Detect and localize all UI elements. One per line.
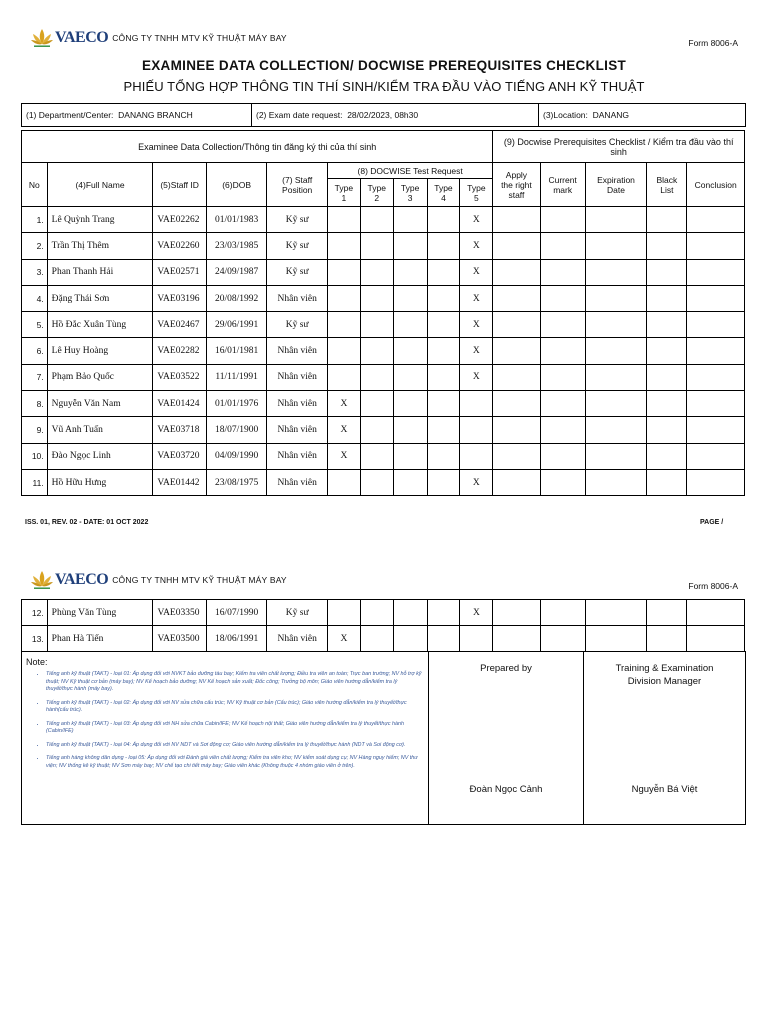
department-cell	[22, 104, 252, 127]
type-4-cell	[427, 259, 460, 285]
row-number-cell: 9.	[22, 417, 48, 443]
type-1-cell	[327, 364, 360, 390]
type-4-cell	[427, 443, 460, 469]
note-item: • Tiếng anh kỹ thuật (TAKT) - loại 01: Áp dụng đối với NVKT bảo dưỡng tàu bay; Kiểm tra viên chất lượng; Điều tra viên an toàn; Trực ban trường; NV hỗ trợ kỹ thuật; NV Kỹ thuật cơ bản (máy bay); NV Kế hoạch bảo dưỡng; NV Kế hoạch sản xuất; Đốc công; Trưởng bộ môn; Giáo viên hướng dẫn/kiểm tra lý thuyết/thực hành (máy bay).	[46, 671, 422, 694]
type-3-cell	[393, 364, 427, 390]
department-label: (1) Department/Center:	[26, 110, 114, 120]
exam-date-label: (2) Exam date request:	[256, 110, 343, 120]
staff-id-cell: VAE02260	[153, 233, 206, 259]
current-mark-cell	[540, 364, 585, 390]
type-5-cell	[460, 626, 493, 652]
current-mark-cell	[540, 626, 585, 652]
location-cell	[539, 104, 746, 127]
prepared-by-name: Đoàn Ngọc Cảnh	[469, 784, 543, 795]
black-list-cell	[647, 364, 687, 390]
col-type-2-header: Type 2	[360, 179, 393, 207]
type-5-cell: X	[460, 233, 493, 259]
full-name-cell: Trần Thị Thêm	[47, 233, 153, 259]
col-type-5-header: Type 5	[460, 179, 493, 207]
apply-cell	[493, 207, 540, 233]
row-number-cell: 6.	[22, 338, 48, 364]
expiration-cell	[585, 312, 647, 338]
position-cell: Kỹ sư	[267, 259, 328, 285]
page-subtitle: PHIẾU TỔNG HỢP THÔNG TIN THÍ SINH/KIỂM TRA ĐẦU VÀO TIẾNG ANH KỸ THUẬT	[123, 79, 645, 94]
exam-date-value: 28/02/2023, 08h30	[347, 110, 419, 120]
staff-id-cell: VAE01424	[153, 391, 206, 417]
conclusion-cell	[687, 233, 745, 259]
logo	[30, 569, 287, 591]
company-name: CÔNG TY TNHH MTV KỸ THUẬT MÁY BAY	[112, 575, 287, 585]
row-number-cell: 11.	[22, 469, 48, 495]
type-2-cell	[360, 259, 393, 285]
type-2-cell	[360, 338, 393, 364]
col-staff-id-header: (5)Staff ID	[153, 163, 206, 207]
expiration-cell	[585, 626, 647, 652]
type-2-cell	[360, 207, 393, 233]
row-number-cell: 13.	[22, 626, 48, 652]
apply-cell	[493, 364, 540, 390]
position-cell: Kỹ sư	[267, 207, 328, 233]
current-mark-cell	[540, 469, 585, 495]
col-black-list-header: Black List	[647, 163, 687, 207]
expiration-cell	[585, 443, 647, 469]
type-1-cell: X	[327, 417, 360, 443]
full-name-cell: Phùng Văn Tùng	[47, 600, 153, 626]
position-cell: Kỹ sư	[267, 600, 328, 626]
expiration-cell	[585, 600, 647, 626]
expiration-cell	[585, 207, 647, 233]
full-name-cell: Đặng Thái Sơn	[47, 285, 153, 311]
col-expiration-header: Expiration Date	[585, 163, 647, 207]
type-2-cell	[360, 443, 393, 469]
current-mark-cell	[540, 285, 585, 311]
col-type-4-header: Type 4	[427, 179, 460, 207]
black-list-cell	[647, 285, 687, 311]
col-current-mark-header: Current mark	[540, 163, 585, 207]
col-dob-header: (6)DOB	[206, 163, 267, 207]
table-row	[22, 285, 745, 311]
full-name-cell: Hồ Hữu Hưng	[47, 469, 153, 495]
apply-cell	[493, 626, 540, 652]
notes-list	[22, 671, 428, 770]
black-list-cell	[647, 233, 687, 259]
staff-id-cell: VAE02282	[153, 338, 206, 364]
type-5-cell: X	[460, 600, 493, 626]
current-mark-cell	[540, 391, 585, 417]
dob-cell: 18/07/1900	[206, 417, 267, 443]
apply-cell	[493, 285, 540, 311]
table-row	[22, 417, 745, 443]
current-mark-cell	[540, 312, 585, 338]
issue-revision-footer: ISS. 01, REV. 02 - DATE: 01 OCT 2022	[25, 519, 149, 526]
apply-cell	[493, 600, 540, 626]
black-list-cell	[647, 207, 687, 233]
type-5-cell: X	[460, 312, 493, 338]
company-name: CÔNG TY TNHH MTV KỸ THUẬT MÁY BAY	[112, 33, 287, 43]
type-1-cell	[327, 233, 360, 259]
staff-id-cell: VAE03720	[153, 443, 206, 469]
conclusion-cell	[687, 391, 745, 417]
expiration-cell	[585, 338, 647, 364]
row-number-cell: 8.	[22, 391, 48, 417]
full-name-cell: Nguyễn Văn Nam	[47, 391, 153, 417]
conclusion-cell	[687, 417, 745, 443]
conclusion-cell	[687, 338, 745, 364]
expiration-cell	[585, 233, 647, 259]
staff-id-cell: VAE02571	[153, 259, 206, 285]
type-2-cell	[360, 233, 393, 259]
apply-cell	[493, 312, 540, 338]
apply-cell	[493, 338, 540, 364]
department-value: DANANG BRANCH	[118, 110, 193, 120]
lotus-logo-icon	[30, 27, 54, 49]
position-cell: Nhân viên	[267, 469, 328, 495]
type-3-cell	[393, 207, 427, 233]
col-type-3-header: Type 3	[393, 179, 427, 207]
conclusion-cell	[687, 600, 745, 626]
type-5-cell: X	[460, 285, 493, 311]
examinee-table-continued	[21, 599, 745, 652]
lotus-logo-icon	[30, 569, 54, 591]
notes-cell	[22, 652, 429, 825]
expiration-cell	[585, 417, 647, 443]
examinee-table	[21, 130, 745, 496]
black-list-cell	[647, 338, 687, 364]
staff-id-cell: VAE02262	[153, 207, 206, 233]
expiration-cell	[585, 285, 647, 311]
col-type-1-header: Type 1	[327, 179, 360, 207]
position-cell: Nhân viên	[267, 364, 328, 390]
type-4-cell	[427, 626, 460, 652]
position-cell: Kỹ sư	[267, 312, 328, 338]
note-item: • Tiếng anh kỹ thuật (TAKT) - loại 03: Áp dụng đối với NH sửa chữa Cabin/IFE; NV Kế hoạch nội thất; Giáo viên hướng dẫn/kiểm tra lý thuyết/thực hành (Cabin/IFE)	[46, 721, 422, 736]
type-2-cell	[360, 285, 393, 311]
apply-cell	[493, 391, 540, 417]
col-position-header: (7) Staff Position	[267, 163, 328, 207]
dob-cell: 23/03/1985	[206, 233, 267, 259]
table-row	[22, 626, 745, 652]
conclusion-cell	[687, 312, 745, 338]
type-5-cell: X	[460, 469, 493, 495]
conclusion-cell	[687, 443, 745, 469]
full-name-cell: Phan Hà Tiến	[47, 626, 153, 652]
staff-id-cell: VAE01442	[153, 469, 206, 495]
table-row	[22, 391, 745, 417]
col-full-name-header: (4)Full Name	[47, 163, 153, 207]
logo	[30, 27, 287, 49]
expiration-cell	[585, 364, 647, 390]
apply-cell	[493, 233, 540, 259]
full-name-cell: Phạm Bảo Quốc	[47, 364, 153, 390]
type-3-cell	[393, 259, 427, 285]
black-list-cell	[647, 391, 687, 417]
type-1-cell	[327, 207, 360, 233]
current-mark-cell	[540, 338, 585, 364]
apply-cell	[493, 259, 540, 285]
col-conclusion-header: Conclusion	[687, 163, 745, 207]
header-info-table	[21, 103, 746, 127]
type-3-cell	[393, 285, 427, 311]
conclusion-cell	[687, 626, 745, 652]
type-5-cell: X	[460, 338, 493, 364]
type-4-cell	[427, 207, 460, 233]
dob-cell: 01/01/1983	[206, 207, 267, 233]
type-1-cell	[327, 312, 360, 338]
expiration-cell	[585, 469, 647, 495]
black-list-cell	[647, 626, 687, 652]
full-name-cell: Lê Huy Hoàng	[47, 338, 153, 364]
dob-cell: 01/01/1976	[206, 391, 267, 417]
type-1-cell: X	[327, 391, 360, 417]
type-5-cell	[460, 391, 493, 417]
note-item: • Tiếng anh kỹ thuật (TAKT) - loại 04: Áp dụng đối với NV NDT và Sơi động cơ; Giáo viên hướng dẫn/kiểm tra lý thuyết/thực hành (NDT và Soi động cơ).	[46, 742, 422, 750]
current-mark-cell	[540, 207, 585, 233]
type-1-cell: X	[327, 626, 360, 652]
type-4-cell	[427, 338, 460, 364]
staff-id-cell: VAE03350	[153, 600, 206, 626]
row-number-cell: 7.	[22, 364, 48, 390]
type-3-cell	[393, 469, 427, 495]
current-mark-cell	[540, 443, 585, 469]
type-5-cell: X	[460, 259, 493, 285]
exam-date-cell	[252, 104, 539, 127]
type-3-cell	[393, 233, 427, 259]
type-1-cell: X	[327, 443, 360, 469]
section-docwise-checklist-header: (9) Docwise Prerequisites Checklist / Kiểm tra đầu vào thí sinh	[493, 131, 745, 163]
row-number-cell: 10.	[22, 443, 48, 469]
location-label: (3)Location:	[543, 110, 588, 120]
type-3-cell	[393, 600, 427, 626]
staff-id-cell: VAE03196	[153, 285, 206, 311]
manager-name: Nguyễn Bá Việt	[631, 784, 698, 795]
type-1-cell	[327, 338, 360, 364]
form-number: Form 8006-A	[688, 38, 738, 48]
section-examinee-data-header: Examinee Data Collection/Thông tin đăng ký thi của thí sinh	[22, 131, 493, 163]
position-cell: Nhân viên	[267, 417, 328, 443]
apply-cell	[493, 443, 540, 469]
full-name-cell: Đào Ngọc Linh	[47, 443, 153, 469]
type-2-cell	[360, 600, 393, 626]
apply-cell	[493, 469, 540, 495]
type-5-cell	[460, 417, 493, 443]
position-cell: Nhân viên	[267, 443, 328, 469]
page-title: EXAMINEE DATA COLLECTION/ DOCWISE PREREQUISITES CHECKLIST	[141, 58, 627, 73]
staff-id-cell: VAE03522	[153, 364, 206, 390]
type-4-cell	[427, 285, 460, 311]
note-item: • Tiếng anh hàng không dân dụng - loại 05: Áp dụng đối với Đánh giá viên chất lượng; Kiểm tra viên kho; NV kiểm soát dụng cụ; NV Hàng nguy hiểm; NV thư viện; NV thống kê kỹ thuật; NV Sơn máy bay; NV chế tạo chi tiết máy bay; Giáo viên khác (Không thuộc 4 nhóm giáo viên ở trên).	[46, 755, 422, 770]
type-2-cell	[360, 364, 393, 390]
type-2-cell	[360, 469, 393, 495]
type-1-cell	[327, 259, 360, 285]
type-1-cell	[327, 600, 360, 626]
form-number: Form 8006-A	[688, 581, 738, 591]
staff-id-cell: VAE03500	[153, 626, 206, 652]
table-row	[22, 338, 745, 364]
table-row	[22, 312, 745, 338]
black-list-cell	[647, 312, 687, 338]
location-value: DANANG	[592, 110, 629, 120]
type-1-cell	[327, 469, 360, 495]
position-cell: Nhân viên	[267, 626, 328, 652]
type-1-cell	[327, 285, 360, 311]
staff-id-cell: VAE02467	[153, 312, 206, 338]
type-3-cell	[393, 312, 427, 338]
apply-cell	[493, 417, 540, 443]
col-apply-header: Apply the right staff	[493, 163, 540, 207]
full-name-cell: Hồ Đắc Xuân Tùng	[47, 312, 153, 338]
position-cell: Kỹ sư	[267, 233, 328, 259]
brand-name: VAECO	[55, 571, 109, 588]
row-number-cell: 12.	[22, 600, 48, 626]
table-row	[22, 469, 745, 495]
col-no-header: No	[22, 163, 48, 207]
type-2-cell	[360, 626, 393, 652]
manager-title-label: Training & Examination Division Manager	[615, 663, 714, 687]
conclusion-cell	[687, 469, 745, 495]
col-docwise-request-header: (8) DOCWISE Test Request	[327, 163, 492, 179]
type-2-cell	[360, 312, 393, 338]
current-mark-cell	[540, 233, 585, 259]
dob-cell: 18/06/1991	[206, 626, 267, 652]
full-name-cell: Vũ Anh Tuấn	[47, 417, 153, 443]
type-3-cell	[393, 338, 427, 364]
table-row	[22, 443, 745, 469]
manager-cell	[584, 652, 746, 825]
full-name-cell: Phan Thanh Hải	[47, 259, 153, 285]
type-5-cell: X	[460, 364, 493, 390]
type-4-cell	[427, 364, 460, 390]
dob-cell: 11/11/1991	[206, 364, 267, 390]
row-number-cell: 3.	[22, 259, 48, 285]
dob-cell: 16/01/1981	[206, 338, 267, 364]
type-3-cell	[393, 443, 427, 469]
dob-cell: 04/09/1990	[206, 443, 267, 469]
brand-name: VAECO	[55, 29, 109, 46]
type-2-cell	[360, 391, 393, 417]
table-row	[22, 364, 745, 390]
prepared-by-cell	[429, 652, 584, 825]
black-list-cell	[647, 417, 687, 443]
type-2-cell	[360, 417, 393, 443]
note-item: • Tiếng anh kỹ thuật (TAKT) - loại 02: Áp dụng đối với NV sửa chữa cấu trúc; NV Kỹ thuật cơ bản (Cấu trúc); Giáo viên hướng dẫn/kiểm tra lý thuyết/thực hành(cấu trúc).	[46, 700, 422, 715]
table-row	[22, 207, 745, 233]
prepared-by-label: Prepared by	[480, 663, 532, 674]
black-list-cell	[647, 259, 687, 285]
expiration-cell	[585, 391, 647, 417]
row-number-cell: 4.	[22, 285, 48, 311]
table-row	[22, 600, 745, 626]
conclusion-cell	[687, 207, 745, 233]
dob-cell: 23/08/1975	[206, 469, 267, 495]
page-number-footer: PAGE /	[700, 519, 724, 526]
type-5-cell	[460, 443, 493, 469]
type-4-cell	[427, 417, 460, 443]
notes-label: Note:	[26, 657, 48, 667]
black-list-cell	[647, 600, 687, 626]
black-list-cell	[647, 443, 687, 469]
row-number-cell: 1.	[22, 207, 48, 233]
type-3-cell	[393, 417, 427, 443]
position-cell: Nhân viên	[267, 338, 328, 364]
dob-cell: 20/08/1992	[206, 285, 267, 311]
expiration-cell	[585, 259, 647, 285]
current-mark-cell	[540, 600, 585, 626]
notes-signature-table	[21, 651, 746, 825]
type-3-cell	[393, 626, 427, 652]
full-name-cell: Lê Quỳnh Trang	[47, 207, 153, 233]
dob-cell: 24/09/1987	[206, 259, 267, 285]
current-mark-cell	[540, 259, 585, 285]
position-cell: Nhân viên	[267, 391, 328, 417]
conclusion-cell	[687, 364, 745, 390]
dob-cell: 16/07/1990	[206, 600, 267, 626]
type-3-cell	[393, 391, 427, 417]
type-5-cell: X	[460, 207, 493, 233]
table-row	[22, 233, 745, 259]
current-mark-cell	[540, 417, 585, 443]
type-4-cell	[427, 391, 460, 417]
conclusion-cell	[687, 285, 745, 311]
type-4-cell	[427, 600, 460, 626]
type-4-cell	[427, 312, 460, 338]
dob-cell: 29/06/1991	[206, 312, 267, 338]
type-4-cell	[427, 469, 460, 495]
position-cell: Nhân viên	[267, 285, 328, 311]
type-4-cell	[427, 233, 460, 259]
staff-id-cell: VAE03718	[153, 417, 206, 443]
table-row	[22, 259, 745, 285]
row-number-cell: 2.	[22, 233, 48, 259]
row-number-cell: 5.	[22, 312, 48, 338]
conclusion-cell	[687, 259, 745, 285]
black-list-cell	[647, 469, 687, 495]
